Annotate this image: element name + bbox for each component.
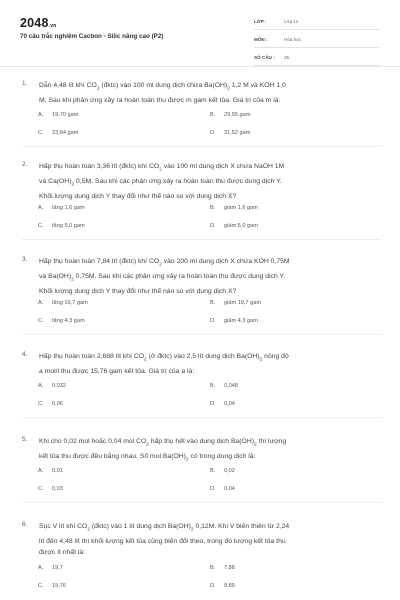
- option-text: giảm 1,6 gam: [224, 204, 258, 211]
- logo-text: 2048: [20, 16, 49, 30]
- meta-row-count: [254, 50, 380, 66]
- answer-option[interactable]: [38, 112, 78, 118]
- answer-option[interactable]: [38, 565, 63, 571]
- question-line: [39, 547, 379, 559]
- question-divider: [22, 146, 382, 147]
- text-segment: Khối lượng dung dịch Y thay đổi như thế nào so với dung dịch X?: [39, 287, 237, 295]
- option-letter: D.: [210, 401, 216, 407]
- text-segment: (đktc) vào 1 lít dung dịch Ba(OH): [90, 523, 191, 530]
- answer-option[interactable]: [38, 318, 85, 324]
- option-text: 0,03: [52, 486, 63, 492]
- answer-option[interactable]: [210, 318, 258, 324]
- text-segment: 0,75M. Sau khi các phản ứng xảy ra hoàn toàn thu được dung dịch Y.: [73, 272, 286, 280]
- question-line: [39, 176, 379, 191]
- question-number: 5.: [22, 436, 28, 443]
- answer-option[interactable]: [38, 401, 63, 407]
- option-text: giảm 19,7 gam: [224, 299, 262, 306]
- question-line: [39, 521, 379, 536]
- text-segment: Hấp thụ hoàn toàn 2,688 lít khí CO: [39, 353, 145, 360]
- question-line: [39, 436, 379, 451]
- site-logo[interactable]: [20, 16, 56, 30]
- option-letter: A.: [38, 383, 44, 389]
- question-number: 6.: [22, 521, 28, 528]
- option-text: 15,76: [52, 582, 66, 589]
- subscript: 2: [159, 167, 162, 173]
- option-letter: D.: [210, 486, 216, 492]
- subscript: 2: [159, 262, 162, 268]
- option-letter: B.: [210, 564, 216, 571]
- answer-option[interactable]: [210, 583, 235, 589]
- option-text: 23,64 gam: [52, 130, 79, 136]
- answer-option[interactable]: [210, 486, 235, 492]
- answer-option[interactable]: [210, 383, 238, 389]
- option-text: 0,06: [52, 401, 63, 407]
- meta-key: LỚP :: [254, 19, 267, 24]
- option-text: 19,7: [52, 564, 63, 571]
- header-divider: [0, 66, 400, 67]
- text-segment: (đktc) vào 100 ml dung dịch chứa Ba(OH): [99, 82, 228, 89]
- question-text: [39, 161, 379, 202]
- subscript: 2: [227, 86, 230, 92]
- subscript: 2: [190, 527, 194, 533]
- option-text: 0,04: [224, 401, 235, 407]
- text-segment: 1,2 M và KOH 1,0: [229, 82, 286, 89]
- text-segment: Hấp thụ hoàn toàn 3,36 lít (đktc) khí CO: [39, 163, 160, 170]
- answer-option[interactable]: [38, 130, 78, 136]
- option-letter: B.: [210, 112, 216, 118]
- option-letter: C.: [38, 401, 44, 407]
- option-letter: B.: [210, 299, 216, 306]
- text-segment: và Ca(OH): [39, 177, 72, 185]
- option-letter: A.: [38, 204, 44, 211]
- question-line: [39, 95, 379, 107]
- text-segment: Khối lượng dung dịch Y thay đổi như thế nào so với dung dịch X?: [39, 192, 237, 200]
- question-line: [39, 256, 379, 271]
- option-text: 0,048: [224, 383, 238, 389]
- text-segment: Sục V lít khí CO: [39, 523, 88, 530]
- meta-value: Hóa học: [284, 37, 302, 42]
- question-text: [39, 351, 379, 377]
- question-number: 3.: [22, 256, 28, 263]
- option-text: 0,04: [224, 486, 235, 492]
- option-text: 19,70 gam: [52, 112, 79, 118]
- text-segment: a mol/l thu được 15,76 gam kết tủa. Giá trị của a là:: [39, 367, 195, 375]
- answer-option[interactable]: [38, 383, 66, 389]
- subscript: 2: [87, 527, 91, 533]
- answer-option[interactable]: [210, 401, 235, 407]
- answer-option[interactable]: [210, 300, 261, 306]
- answer-option[interactable]: [38, 223, 85, 229]
- subscript: 2: [71, 182, 75, 188]
- question-line: [39, 161, 379, 176]
- meta-key: MÔN :: [254, 37, 268, 42]
- answer-option[interactable]: [210, 112, 250, 118]
- text-segment: hấp thụ hết vào dung dịch Ba(OH): [148, 438, 255, 445]
- meta-key: SỐ CÂU :: [254, 55, 275, 60]
- subscript: 2: [185, 457, 189, 463]
- question-number: 2.: [22, 161, 28, 168]
- question-divider: [22, 334, 382, 335]
- meta-row-grade: [254, 14, 380, 30]
- text-segment: kết tủa thu được đều bằng nhau. Số mol Ba(OH): [39, 452, 186, 460]
- question-number: 1.: [22, 80, 28, 87]
- question-line: [39, 286, 379, 298]
- meta-value: 25: [284, 55, 290, 60]
- option-letter: A.: [38, 564, 44, 571]
- option-letter: B.: [210, 383, 216, 389]
- subscript: 2: [144, 357, 147, 363]
- question-line: [39, 536, 379, 548]
- option-text: tăng 5,0 gam: [52, 222, 85, 229]
- meta-panel: [254, 14, 380, 68]
- option-text: 9,85: [224, 582, 235, 589]
- text-segment: có trong dung dịch là:: [188, 452, 256, 460]
- option-letter: A.: [38, 112, 44, 118]
- option-letter: D.: [210, 222, 216, 229]
- subscript: 2: [146, 442, 149, 448]
- answer-option[interactable]: [38, 583, 66, 589]
- option-text: giảm 4,3 gam: [224, 317, 258, 324]
- option-text: 0,02: [224, 468, 235, 474]
- text-segment: vào 200 ml dung dịch X chứa KOH 0,75M: [161, 258, 290, 265]
- answer-option[interactable]: [38, 205, 85, 211]
- text-segment: thì lượng: [256, 438, 287, 445]
- question-line: [39, 80, 379, 95]
- option-letter: C.: [38, 222, 44, 229]
- answer-option[interactable]: [210, 130, 250, 136]
- answer-option[interactable]: [38, 468, 63, 474]
- logo-suffix: .vn: [48, 23, 57, 29]
- text-segment: (ở đktc) vào 2,5 lít dung dịch Ba(OH): [146, 353, 260, 360]
- question-text: [39, 256, 379, 297]
- text-segment: 0,5M. Sau khi các phản ứng xảy ra hoàn toàn thu được dung dịch Y.: [74, 177, 282, 185]
- subscript: 2: [71, 277, 74, 283]
- question-divider: [22, 417, 382, 418]
- option-letter: C.: [38, 130, 44, 136]
- question-text: [39, 436, 379, 466]
- answer-option[interactable]: [210, 223, 258, 229]
- text-segment: được ít nhất là:: [39, 549, 86, 557]
- option-letter: C.: [38, 486, 44, 492]
- text-segment: Khi cho 0,02 mol hoặc 0,04 mol CO: [39, 438, 147, 445]
- question-text: [39, 521, 379, 559]
- option-text: tăng 1,6 gam: [52, 204, 85, 211]
- answer-option[interactable]: [210, 468, 235, 474]
- option-text: 29,55 gam: [224, 112, 251, 118]
- question-number: 4.: [22, 351, 28, 358]
- text-segment: lít đến 4,48 lít thì khối lượng kết tủa cũng biến đổi theo, trong đó lượng kết tủa thu: [39, 537, 286, 545]
- answer-option[interactable]: [210, 205, 258, 211]
- option-letter: D.: [210, 130, 216, 136]
- option-letter: B.: [210, 468, 216, 474]
- text-segment: Hấp thụ hoàn toàn 7,84 lít (đktc) khí CO: [39, 258, 160, 265]
- subscript: 2: [254, 442, 257, 448]
- option-letter: D.: [210, 317, 216, 324]
- question-text: [39, 80, 379, 106]
- question-divider: [22, 239, 382, 240]
- answer-option[interactable]: [38, 300, 88, 306]
- option-text: tăng 19,7 gam: [52, 299, 88, 306]
- answer-option[interactable]: [210, 565, 235, 571]
- question-line: [39, 271, 379, 286]
- text-segment: vào 100 ml dung dịch X chứa NaOH 1M: [161, 163, 285, 170]
- option-text: 0,01: [52, 468, 63, 474]
- option-text: tăng 4,3 gam: [52, 317, 85, 324]
- question-line: [39, 451, 379, 466]
- question-line: [39, 351, 379, 366]
- option-letter: A.: [38, 468, 44, 474]
- question-line: [39, 191, 379, 203]
- option-letter: D.: [210, 582, 216, 589]
- option-letter: A.: [38, 299, 44, 306]
- option-letter: C.: [38, 317, 44, 324]
- option-text: 0,032: [52, 383, 66, 389]
- text-segment: 0,12M. Khi V biến thiên từ 2,24: [193, 523, 290, 530]
- text-segment: nồng độ: [262, 353, 289, 360]
- option-text: giảm 5,0 gam: [224, 222, 258, 229]
- meta-row-subject: [254, 32, 380, 48]
- question-divider: [22, 502, 382, 503]
- option-text: 31,52 gam: [224, 130, 251, 136]
- meta-value: Lớp 11: [284, 19, 299, 24]
- question-line: [39, 366, 379, 378]
- option-text: 7,88: [224, 564, 235, 571]
- subscript: 2: [259, 357, 263, 363]
- document-title: 70 câu trắc nghiệm Cacbon - Silic nâng cao (P2): [20, 33, 164, 40]
- text-segment: M. Sau khi phản ứng xảy ra hoàn toàn thu được m gam kết tủa. Giá trị của m là:: [39, 96, 281, 104]
- option-letter: C.: [38, 582, 44, 589]
- option-letter: B.: [210, 204, 216, 211]
- answer-option[interactable]: [38, 486, 63, 492]
- text-segment: và Ba(OH): [39, 272, 72, 280]
- subscript: 2: [96, 86, 100, 92]
- text-segment: Dẫn 4,48 lít khí CO: [39, 82, 97, 89]
